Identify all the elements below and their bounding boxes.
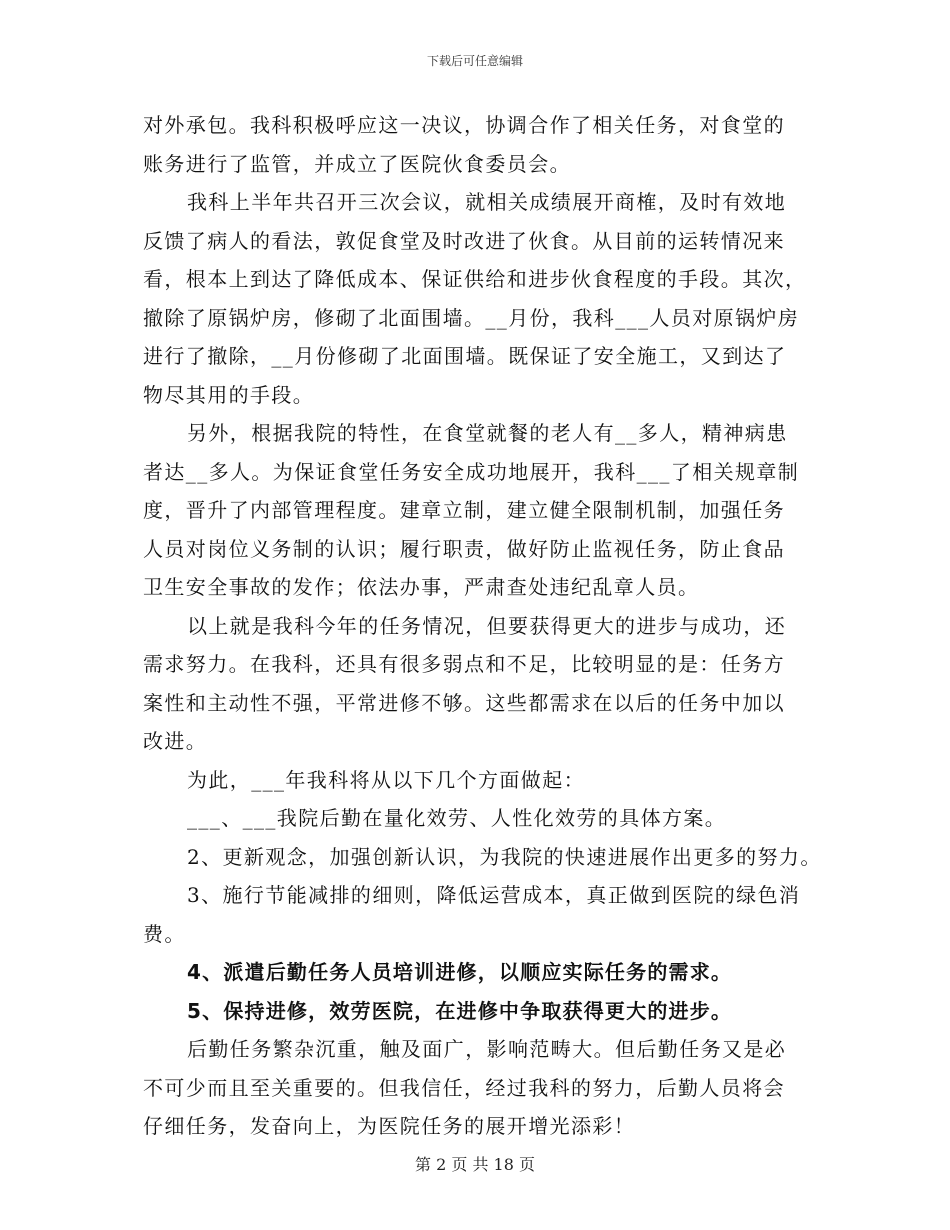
text-line: 仔细任务，发奋向上，为医院任务的展开增光添彩！ (143, 1114, 636, 1138)
bold-text-line: 4、派遣后勤任务人员培训进修，以顺应实际任务的需求。 (187, 960, 733, 984)
text-line: 反馈了病人的看法，敦促食堂及时改进了伙食。从目前的运转情况来 (143, 228, 785, 253)
text-line: 卫生安全事故的发作；依法办事，严肃查处违纪乱章人员。 (143, 575, 700, 599)
text-line: 者达__多人。为保证食堂任务安全成功地展开，我科___了相关规章制 (143, 459, 800, 484)
page-header: 下载后可任意编辑 (426, 54, 523, 68)
text-line: 费。 (143, 921, 186, 946)
text-line: 需求努力。在我科，还具有很多弱点和不足，比较明显的是：任务方 (143, 652, 785, 676)
text-line: 物尽其用的手段。 (143, 382, 315, 407)
document-body (143, 106, 823, 1146)
text-line: 改进。 (143, 729, 208, 753)
text-line: 进行了撤除，__月份修砌了北面围墙。既保证了安全施工，又到达了 (143, 344, 787, 368)
text-line: 我科上半年共召开三次会议，就相关成绩展开商榷，及时有效地 (187, 190, 787, 214)
text-line: 后勤任务繁杂沉重，触及面广，影响范畴大。但后勤任务又是必 (187, 1037, 787, 1061)
text-line: 3、施行节能减排的细则，降低运营成本，真正做到医院的绿色消 (187, 883, 801, 907)
text-line: 看，根本上到达了降低成本、保证供给和进步伙食程度的手段。其次， (143, 267, 807, 291)
text-line: 另外，根据我院的特性，在食堂就餐的老人有__多人，精神病患 (187, 421, 788, 445)
page-footer: 第 2 页 共 18 页 (415, 1155, 535, 1174)
text-line: 撤除了原锅炉房，修砌了北面围墙。__月份，我科___人员对原锅炉房 (143, 305, 800, 330)
text-line: ___、___我院后勤在量化效劳、人性化效劳的具体方案。 (187, 806, 727, 830)
text-line: 不可少而且至关重要的。但我信任，经过我科的努力，后勤人员将会 (143, 1075, 785, 1100)
text-line: 为此，___年我科将从以下几个方面做起： (187, 767, 585, 792)
text-line: 以上就是我科今年的任务情况，但要获得更大的进步与成功，还 (187, 613, 787, 638)
bold-text-line: 5、保持进修，效劳医院，在进修中争取获得更大的进步。 (187, 998, 733, 1023)
text-line: 对外承包。我科积极呼应这一决议，协调合作了相关任务，对食堂的 (143, 113, 785, 137)
text-line: 度，晋升了内部管理程度。建章立制，建立健全限制机制，加强任务 (143, 498, 785, 522)
text-line: 案性和主动性不强，平常进修不够。这些都需求在以后的任务中加以 (143, 690, 785, 715)
text-line: 人员对岗位义务制的认识；履行职责，做好防止监视任务，防止食品 (143, 536, 785, 561)
text-line: 账务进行了监管，并成立了医院伙食委员会。 (143, 151, 571, 176)
text-line: 2、更新观念，加强创新认识，为我院的快速进展作出更多的努力。 (187, 844, 822, 869)
